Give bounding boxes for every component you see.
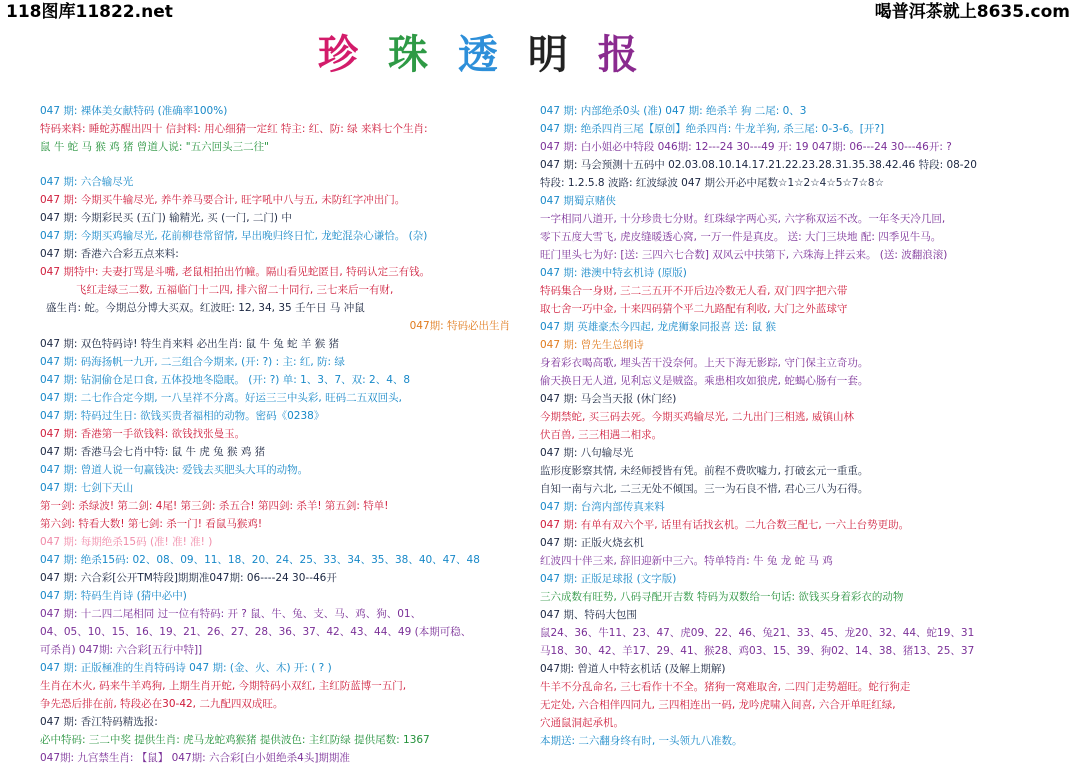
text-line: 047 期: 六合输尽光 xyxy=(40,176,134,188)
text-line: 047 期: 香江特码精选报: xyxy=(40,716,158,728)
text-line: 旺门里头七为好: [送: 三四六七合数] 双风云中扶第下, 六珠海上拌云来。 (送: 波翻浪滚) xyxy=(540,249,948,261)
text-line: 第一剑: 杀绿波! 第二剑: 4尾! 第三剑: 杀五合! 第四剑: 杀羊! 第五剑: 特单! xyxy=(40,500,389,512)
text-line: 047 期蜀京赌侠 xyxy=(540,195,616,207)
text-line: 047 期: 台湾内部传真来料 xyxy=(540,501,665,513)
text-line: 鼠 牛 蛇 马 猴 鸡 猪 曾道人说: "五六回头三二往" xyxy=(40,141,269,153)
text-line: 鼠24、36、牛11、23、47、虎09、22、46、兔21、33、45、龙20、32、44、蛇19、31 xyxy=(540,627,975,639)
text-line: 生肖在木火, 码来牛羊鸡狗, 上期生肖开蛇, 今期特码小双红, 主红防蓝博一五门, xyxy=(40,680,407,692)
text-line: 047 期特中: 夫妻打骂是斗嘴, 老鼠相拍出竹幢。隔山看见蛇匿目, 特码认定三有钱。 xyxy=(40,266,431,278)
text-line: 今期禁蛇, 买三码去死。今期买鸡输尽光, 二九出门三相逃, 威镇山林 xyxy=(540,411,855,423)
text-line: 047 期: 白小姐必中特段 046期: 12---24 30---49 开: 19 047期: 06---24 30---46开: ? xyxy=(540,141,952,153)
text-line: 取七舍一巧中金, 十来四码猜个平二九路配有利收, 大门之外蓝球守 xyxy=(540,303,848,315)
text-line: 第六剑: 特看大数! 第七剑: 杀一门! 看鼠马猴鸡! xyxy=(40,518,263,530)
text-line: 047 期: 内部绝杀0头 (准) 047 期: 绝杀羊 狗 二尾: 0、3 xyxy=(540,105,807,117)
text-line: 047 期: 绝杀四肖三尾【原创】绝杀四肖: 牛龙羊狗, 杀三尾: 0-3-6。[开?] xyxy=(540,123,885,135)
text-line: 争先恐后排在前, 特段必在30-42, 二九配四双成旺。 xyxy=(40,698,284,710)
title-char-4: 明 xyxy=(527,32,576,78)
text-line: 047 期: 今期彩民买 (五门) 输精光, 买 (一门, 二门) 中 xyxy=(40,212,292,224)
text-line: 监形度影察其情, 未经师授皆有凭。前程不费吹嘘力, 打破玄元一重重。 xyxy=(540,465,869,477)
left-column xyxy=(40,102,518,767)
text-line: 047 期: 香港六合彩五点来料: xyxy=(40,248,179,260)
text-line: 047 期: 双色特码诗! 特生肖来料 必出生肖: 鼠 牛 兔 蛇 羊 猴 猪 xyxy=(40,338,340,350)
text-line: 047 期: 马会预测十五码中 02.03.08.10.14.17.21.22.23.28.31.35.38.42.46 特段: 08-20 xyxy=(540,159,977,171)
text-line: 047 期: 二七作合定今期, 一八呈祥不分离。好运三三中头彩, 旺码二五双回头, xyxy=(40,392,402,404)
text-line xyxy=(40,156,518,173)
text-line: 047 期: 六合彩[公开TM特段]期期准047期: 06----24 30--46开 xyxy=(40,572,337,584)
text-line: 047 期: 今期买鸡输尽光, 花前柳巷常留情, 早出晚归终日忙, 龙蛇混杂心谦恰。 (杂) xyxy=(40,230,428,242)
text-line: 本期送: 二六翻身终有时, 一头领九八准数。 xyxy=(540,735,743,747)
text-line: 穴通鼠洞起承机。 xyxy=(540,717,624,729)
text-line: 盛生肖: 蛇。今期总分博大买双。红波旺: 12, 34, 35 壬午日 马 冲鼠 xyxy=(46,302,365,314)
text-line: 牛羊不分乱命名, 三七看作十不全。猪狗一窝难取舍, 二四门走势超旺。蛇行狗走 xyxy=(540,681,911,693)
text-line: 偷天换日无人道, 见利忘义是贼盗。乘患相攻如狼虎, 蛇蝎心肠有一套。 xyxy=(540,375,869,387)
text-line: 047 期: 特码生肖诗 (猜中必中) xyxy=(40,590,187,602)
text-line: 伏百兽, 三三相遇二相求。 xyxy=(540,429,663,441)
text-line: 自知一南与六北, 二三无处不倾国。三一为石良不惜, 君心三八为石得。 xyxy=(540,483,869,495)
text-line: 必中特码: 三二中奖 提供生肖: 虎马龙蛇鸡猴猪 提供波色: 主红防绿 提供尾数: 1367 xyxy=(40,734,430,746)
text-line: 047 期: 正版極准的生肖特码诗 047 期: (金、火、木) 开: ( ? ) xyxy=(40,662,332,674)
text-line: 047 期: 有单有双六个平, 话里有话找玄机。二九合数三配七, 一六上台势更助。 xyxy=(540,519,910,531)
right-column xyxy=(540,102,1040,750)
text-line: 047期: 九宫禁生肖: 【鼠】 047期: 六合彩[白小姐绝杀4头]期期准 xyxy=(40,752,350,764)
text-line: 047 期: 七剑下天山 xyxy=(40,482,134,494)
text-line: 047 期: 港澳中特玄机诗 (原版) xyxy=(540,267,687,279)
text-line: 047 期: 特码过生日: 欲钱买贵者福相的动物。密码《0238》 xyxy=(40,410,325,422)
title-char-2: 珠 xyxy=(387,32,436,78)
title-char-3: 透 xyxy=(457,32,506,78)
text-line: 047 期: 香港马会七肖中特: 鼠 牛 虎 兔 猴 鸡 猪 xyxy=(40,446,266,458)
text-line: 047 期: 香港第一手欲钱料: 欲钱找张曼玉。 xyxy=(40,428,246,440)
text-line: 04、05、10、15、16、19、21、26、27、28、36、37、42、43、44、49 (本期可稳、 xyxy=(40,626,472,638)
text-line: 047 期、特码大包围 xyxy=(540,609,637,621)
text-line: 一字相同八道开, 十分珍贵七分财。红珠绿字两心买, 六字称双运不改。一年冬天冷几回, xyxy=(540,213,946,225)
text-line: 047 期 英雄豪杰今四起, 龙虎狮象同报喜 送: 鼠 猴 xyxy=(540,321,776,333)
text-line: 三六成数有旺势, 八码寻配开吉数 特码为双数给一句话: 欲钱买身着彩衣的动物 xyxy=(540,591,904,603)
text-line: 047 期: 钻洞偷仓足口食, 五体投地冬隐眠。 (开: ?) 单: 1、3、7、双: 2、4、8 xyxy=(40,374,411,386)
text-line: 无定处, 六合相伴四同九, 三四相连出一码, 龙吟虎啸入间喜, 六合开单旺红绿, xyxy=(540,699,896,711)
text-line: 047 期: 八句输尽光 xyxy=(540,447,634,459)
text-line: 047 期: 绝杀15码: 02、08、09、11、18、20、24、25、33、34、35、38、40、47、48 xyxy=(40,554,480,566)
site-right-label: 喝普洱茶就上8635.com xyxy=(874,2,1070,22)
page-title xyxy=(318,30,646,80)
text-line: 身着彩衣喝高歌, 埋头苦干没奈何。上天下海无影踪, 守门保主立奇功。 xyxy=(540,357,869,369)
text-line: 特段: 1.2.5.8 波路: 红波绿波 047 期公开必中尾数☆1☆2☆4☆5☆7☆8☆ xyxy=(540,177,885,189)
text-line: 047期: 曾道人中特玄机话 (及解上期解) xyxy=(540,663,726,675)
text-line: 047 期: 码海扬帆一九开, 二三组合今期来, (开: ?) : 主: 红, 防: 绿 xyxy=(40,356,345,368)
title-char-5: 报 xyxy=(597,32,646,78)
text-line: 047 期: 曾道人说一句赢钱决: 爱钱去买肥头大耳的动物。 xyxy=(40,464,309,476)
text-line: 047 期: 正版足球报 (文字版) xyxy=(540,573,677,585)
text-line: 047 期: 正版火烧玄机 xyxy=(540,537,644,549)
text-line: 047 期: 今期买牛输尽光, 养牛养马要合计, 旺字吼中八与五, 未防红字冲出门。 xyxy=(40,194,406,206)
text-line: 特码来料: 睡蛇苏醒出四十 信封料: 用心细猜一定红 特主: 红、防: 绿 来料七个生肖: xyxy=(40,123,428,135)
title-char-1: 珍 xyxy=(318,32,366,78)
text-line: 可杀肖) 047期: 六合彩[五行中特]] xyxy=(40,644,203,656)
site-left-label: 118图库11822.net xyxy=(6,2,173,22)
text-line: 047 期: 十二四二尾相同 过一位有特码: 开 ? 鼠、牛、兔、支、马、鸡、狗、01、 xyxy=(40,608,422,620)
text-line: 047 期: 每期绝杀15码 (准! 准! 准! ) xyxy=(40,536,213,548)
text-line: 047期: 特码必出生肖 xyxy=(409,320,510,332)
text-line: 飞红走绿三二数, 五福临门十二四, 排六留二十同行, 三七来后一有财, xyxy=(76,284,394,296)
text-line: 零下五度大雪飞, 虎皮缝暖透心窝, 一万一件是真皮。 送: 大门三块地 配: 四季见牛马。 xyxy=(540,231,942,243)
text-line: 047 期: 裸体美女献特码 (准确率100%) xyxy=(40,105,228,117)
text-line: 马18、30、42、羊17、29、41、猴28、鸡03、15、39、狗02、14、38、猪13、25、37 xyxy=(540,645,975,657)
text-line: 红波四十伴三来, 辞旧迎新中三六。特单特肖: 牛 兔 龙 蛇 马 鸡 xyxy=(540,555,833,567)
text-line: 特码集合一身财, 三二三五开不开后边冷数无人看, 双门四字把六带 xyxy=(540,285,848,297)
text-line: 047 期: 曾先生总纲诗 xyxy=(540,339,644,351)
text-line: 047 期: 马会当天报 (休门经) xyxy=(540,393,677,405)
